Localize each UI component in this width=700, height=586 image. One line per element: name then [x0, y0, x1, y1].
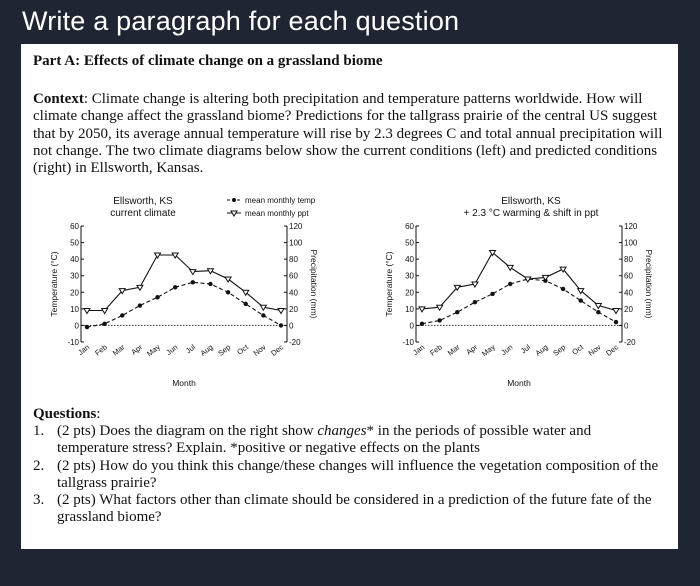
y2-tick-label: 120	[624, 222, 638, 231]
chart-svg	[366, 194, 686, 399]
temperature-line	[87, 282, 281, 327]
part-title: Part A: Effects of climate change on a grassland biome	[33, 53, 383, 69]
precipitation-point	[225, 277, 231, 282]
y-tick-label: 30	[70, 271, 79, 281]
precipitation-point	[190, 270, 196, 275]
temperature-point	[138, 303, 142, 307]
temperature-point	[208, 282, 212, 286]
temperature-point	[155, 295, 159, 299]
y-tick-label: 50	[70, 238, 79, 248]
temperature-point	[261, 313, 265, 317]
y2-tick-label: -20	[624, 338, 636, 347]
y-tick-label: 20	[70, 288, 79, 298]
temperature-point	[490, 292, 494, 296]
question-emphasis: changes	[317, 423, 367, 440]
context-text: : Climate change is altering both precipitation and temperature patterns worldwide. How will climate change affect the grassland biome? Predictions for the tallgrass prairie of the central US suggest that by 2050, its average annual temperature will rise by 2.3 degrees C and total annual precipitation will not change. The two climate diagrams below show the current conditions (left) and predicted conditions (right) in Ellsworth, Kansas.	[33, 91, 663, 177]
x-tick-label: Apr	[129, 342, 145, 357]
temperature-point	[191, 280, 195, 284]
x-tick-label: Jan	[411, 342, 427, 358]
x-tick-label: Nov	[251, 342, 268, 358]
y2-tick-label: 0	[624, 321, 629, 331]
y-axis-title: Temperature (°C)	[49, 251, 59, 317]
y-tick-label: 10	[70, 304, 79, 314]
y-tick-label: 50	[405, 238, 414, 248]
temperature-point	[244, 302, 248, 306]
y2-tick-label: 120	[289, 222, 303, 231]
y2-axis-title: Precipitation (mm)	[644, 249, 654, 319]
temperature-line	[422, 279, 616, 324]
y2-tick-label: 80	[624, 255, 633, 265]
precipitation-point	[613, 309, 619, 314]
legend-ppt-label: mean monthly ppt	[245, 209, 309, 218]
x-axis-title: Month	[507, 378, 531, 388]
question-number: 2.	[33, 457, 45, 474]
y2-tick-label: -20	[289, 338, 301, 347]
x-tick-label: Mar	[445, 342, 462, 358]
y-tick-label: -10	[67, 338, 79, 347]
question-number: 3.	[33, 492, 45, 509]
temperature-point	[279, 323, 283, 327]
question-text: (2 pts) How do you think this change/these changes will influence the vegetation composition of the tallgrass prairie?	[57, 457, 659, 491]
page-heading: Write a paragraph for each question	[22, 6, 460, 36]
y-tick-label: 40	[405, 255, 414, 265]
question-text: (2 pts) Does the diagram on the right show	[57, 423, 318, 440]
x-tick-label: Jun	[164, 342, 180, 358]
context-label: Context	[33, 91, 84, 107]
y-tick-label: 60	[70, 222, 79, 231]
x-tick-label: Jan	[76, 342, 92, 358]
question-text: * in the periods of possible water and temperature stress? Explain. *positive or negative effects on the plants	[57, 423, 592, 457]
y2-tick-label: 20	[289, 304, 298, 314]
questions-title: Questions	[33, 406, 97, 422]
y2-tick-label: 20	[624, 304, 633, 314]
chart-svg	[31, 194, 351, 399]
y-tick-label: 20	[405, 288, 414, 298]
temperature-point	[455, 310, 459, 314]
y2-tick-label: 40	[624, 288, 633, 298]
temperature-point	[102, 322, 106, 326]
chart-title: Ellsworth, KS	[501, 196, 561, 207]
y-tick-label: 0	[409, 321, 414, 331]
x-tick-label: Dec	[604, 342, 621, 358]
y2-tick-label: 60	[624, 271, 633, 281]
x-tick-label: Sep	[551, 342, 568, 358]
y2-axis-title: Precipitation (mm)	[309, 249, 319, 319]
chart-title: Ellsworth, KS	[113, 196, 173, 207]
worksheet	[21, 44, 678, 549]
temperature-point	[437, 318, 441, 322]
y2-tick-label: 40	[289, 288, 298, 298]
x-tick-label: Dec	[269, 342, 286, 358]
questions-colon: :	[96, 406, 101, 422]
x-tick-label: Sep	[216, 342, 233, 358]
precipitation-point	[278, 309, 284, 314]
x-tick-label: Jul	[183, 342, 198, 356]
y-axis-title: Temperature (°C)	[384, 251, 394, 317]
y-tick-label: 10	[405, 304, 414, 314]
y-tick-label: -10	[402, 338, 414, 347]
temperature-point	[614, 320, 618, 324]
y2-tick-label: 0	[289, 321, 294, 331]
temperature-point	[420, 322, 424, 326]
question-2	[33, 458, 663, 492]
x-tick-label: Mar	[110, 342, 127, 358]
x-tick-label: May	[480, 342, 497, 359]
x-axis-title: Month	[172, 378, 196, 388]
x-tick-label: Aug	[198, 342, 215, 358]
temperature-point	[120, 313, 124, 317]
question-text: (2 pts) What factors other than climate should be considered in a prediction of the future fate of the grassland biome?	[57, 492, 652, 526]
temperature-point	[561, 287, 565, 291]
x-tick-label: Oct	[570, 342, 585, 357]
legend-temp-marker	[232, 198, 236, 202]
x-tick-label: Feb	[428, 342, 444, 358]
chart-current-climate	[31, 194, 351, 399]
temperature-point	[508, 282, 512, 286]
question-number: 1.	[33, 423, 45, 440]
y2-tick-label: 80	[289, 255, 298, 265]
temperature-point	[173, 285, 177, 289]
question-1	[33, 423, 663, 457]
precipitation-point	[419, 307, 425, 312]
x-tick-label: Jun	[499, 342, 515, 358]
chart-subtitle: + 2.3 °C warming & shift in ppt	[463, 208, 599, 219]
context-paragraph	[33, 91, 673, 177]
x-tick-label: Oct	[235, 342, 250, 357]
chart-subtitle: current climate	[110, 208, 176, 219]
temperature-point	[579, 298, 583, 302]
y2-tick-label: 100	[624, 238, 638, 248]
questions-section	[33, 406, 663, 526]
y2-tick-label: 100	[289, 238, 303, 248]
x-tick-label: May	[145, 342, 162, 359]
y-tick-label: 60	[405, 222, 414, 231]
precipitation-line	[87, 255, 281, 311]
y-tick-label: 30	[405, 271, 414, 281]
x-tick-label: Feb	[93, 342, 109, 358]
chart-predicted-climate	[366, 194, 686, 399]
y2-tick-label: 60	[289, 271, 298, 281]
y-tick-label: 40	[70, 255, 79, 265]
temperature-point	[473, 300, 477, 304]
y-tick-label: 0	[74, 321, 79, 331]
x-tick-label: Nov	[586, 342, 603, 358]
x-tick-label: Aug	[533, 342, 550, 358]
question-3	[33, 492, 663, 526]
precipitation-point	[507, 265, 513, 270]
legend-temp-label: mean monthly temp	[245, 196, 316, 205]
temperature-point	[596, 310, 600, 314]
temperature-point	[226, 290, 230, 294]
temperature-point	[85, 325, 89, 329]
x-tick-label: Jul	[518, 342, 533, 356]
x-tick-label: Apr	[464, 342, 480, 357]
